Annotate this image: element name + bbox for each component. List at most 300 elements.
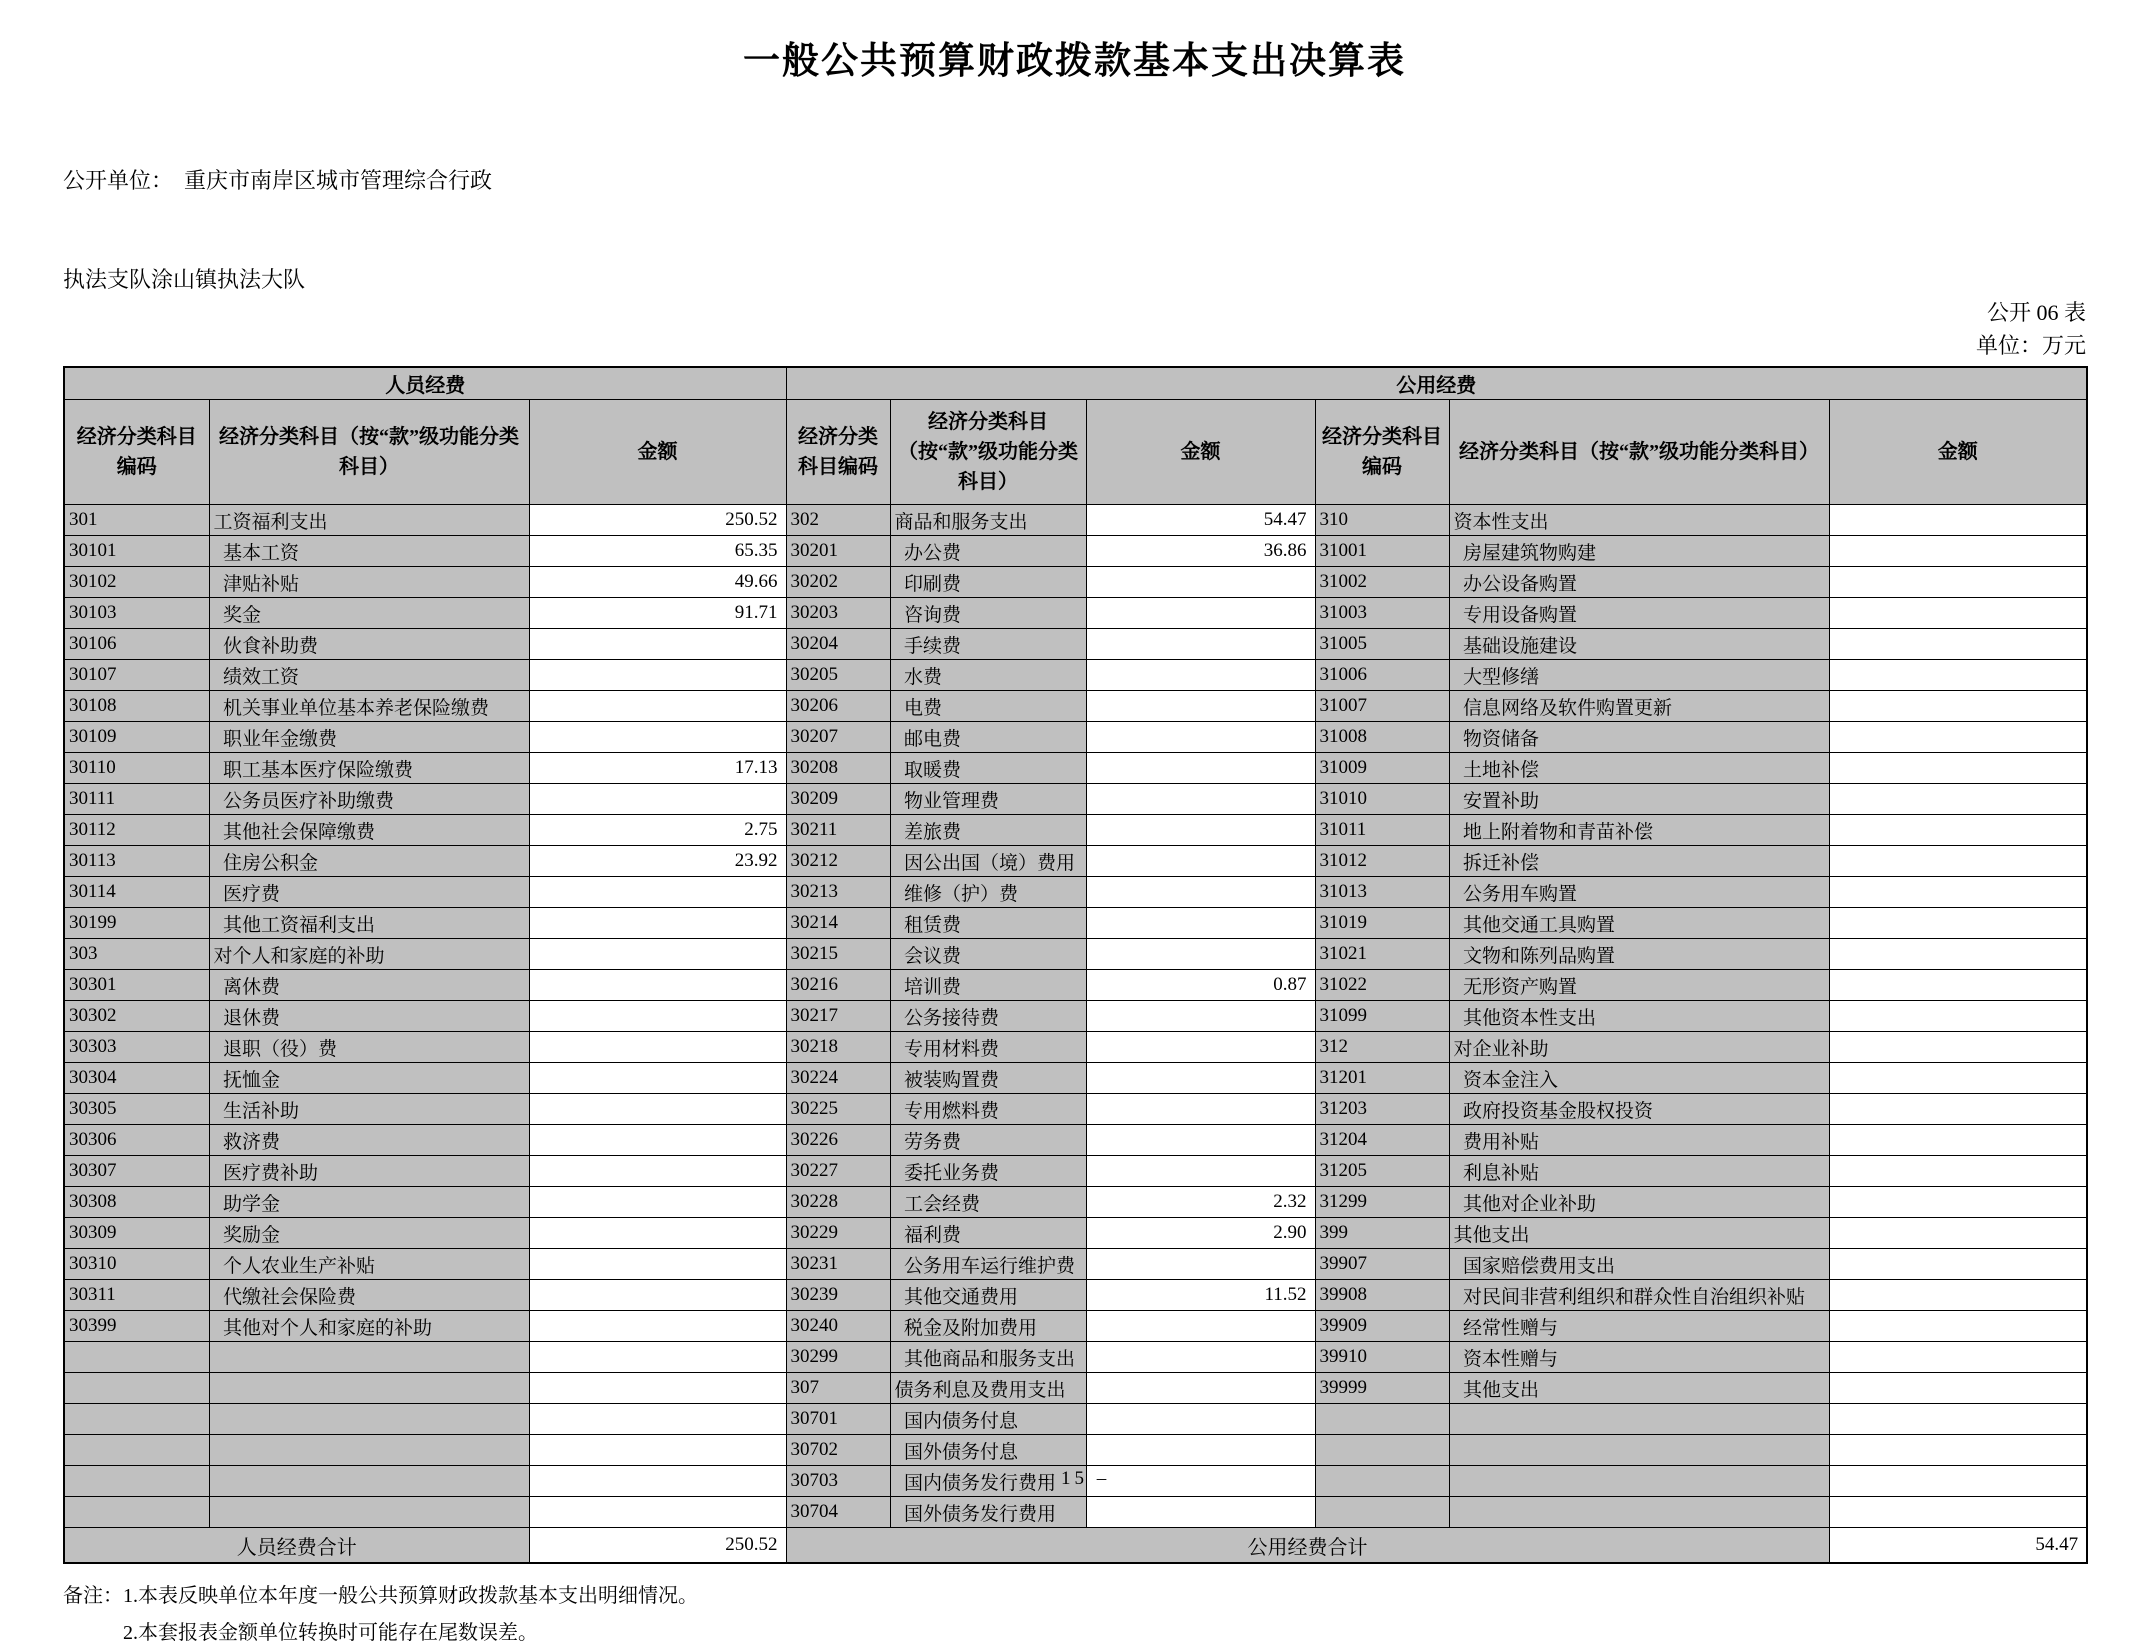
- label-cell: 公务用车运行维护费: [890, 1249, 1086, 1280]
- amount-cell: [1086, 939, 1315, 970]
- table-row: [64, 660, 2087, 691]
- label-cell: 维修（护）费: [890, 877, 1086, 908]
- amount-cell: [1829, 722, 2087, 753]
- label-cell: 奖励金: [209, 1218, 529, 1249]
- amount-cell: [1829, 877, 2087, 908]
- amount-cell: [1086, 567, 1315, 598]
- code-cell: 31019: [1315, 908, 1449, 939]
- label-cell: 离休费: [209, 970, 529, 1001]
- amount-cell: [529, 970, 786, 1001]
- label-cell: 职工基本医疗保险缴费: [209, 753, 529, 784]
- amount-cell: [1086, 1001, 1315, 1032]
- label-cell: 救济费: [209, 1125, 529, 1156]
- label-cell: 电费: [890, 691, 1086, 722]
- code-cell: 31201: [1315, 1063, 1449, 1094]
- code-cell: 30216: [786, 970, 890, 1001]
- code-cell: 30240: [786, 1311, 890, 1342]
- table-row: [64, 722, 2087, 753]
- amount-cell: [1086, 1342, 1315, 1373]
- code-cell: 30229: [786, 1218, 890, 1249]
- label-cell: 手续费: [890, 629, 1086, 660]
- amount-cell: [529, 908, 786, 939]
- code-cell: 31012: [1315, 846, 1449, 877]
- label-cell: 住房公积金: [209, 846, 529, 877]
- column-header-subject-1: 经济分类科目（按“款”级功能分类科目）: [209, 400, 529, 505]
- amount-cell: [1086, 1311, 1315, 1342]
- label-cell: 工资福利支出: [209, 505, 529, 536]
- code-cell: 31001: [1315, 536, 1449, 567]
- table-row: [64, 908, 2087, 939]
- code-cell: 31203: [1315, 1094, 1449, 1125]
- code-cell: 30103: [64, 598, 209, 629]
- amount-cell: [529, 877, 786, 908]
- amount-cell: [1086, 629, 1315, 660]
- label-cell: 其他商品和服务支出: [890, 1342, 1086, 1373]
- label-cell: 工会经费: [890, 1187, 1086, 1218]
- code-cell: 30701: [786, 1404, 890, 1435]
- code-cell: [64, 1404, 209, 1435]
- label-cell: 国外债务付息: [890, 1435, 1086, 1466]
- code-cell: 30106: [64, 629, 209, 660]
- table-row: [64, 753, 2087, 784]
- column-header-code-1: 经济分类科目编码: [64, 400, 209, 505]
- label-cell: [209, 1435, 529, 1466]
- table-row: [64, 939, 2087, 970]
- amount-cell: [1086, 1063, 1315, 1094]
- label-cell: 拆迁补偿: [1449, 846, 1829, 877]
- label-cell: 退休费: [209, 1001, 529, 1032]
- code-cell: 30211: [786, 815, 890, 846]
- code-cell: 30114: [64, 877, 209, 908]
- table-row: [64, 1342, 2087, 1373]
- amount-cell: [1829, 1094, 2087, 1125]
- amount-cell: [1086, 1404, 1315, 1435]
- code-cell: 30299: [786, 1342, 890, 1373]
- code-cell: 30108: [64, 691, 209, 722]
- label-cell: 助学金: [209, 1187, 529, 1218]
- label-cell: 公务接待费: [890, 1001, 1086, 1032]
- code-cell: [64, 1435, 209, 1466]
- unit-label: 单位：万元: [1975, 333, 2086, 358]
- amount-cell: [1829, 1249, 2087, 1280]
- code-cell: 30301: [64, 970, 209, 1001]
- code-cell: 39999: [1315, 1373, 1449, 1404]
- label-cell: 委托业务费: [890, 1156, 1086, 1187]
- budget-table: [63, 366, 2088, 1564]
- amount-cell: [529, 1435, 786, 1466]
- label-cell: 基础设施建设: [1449, 629, 1829, 660]
- code-cell: 30217: [786, 1001, 890, 1032]
- label-cell: 邮电费: [890, 722, 1086, 753]
- label-cell: 办公费: [890, 536, 1086, 567]
- column-header-subject-3: 经济分类科目（按“款”级功能分类科目）: [1449, 400, 1829, 505]
- label-cell: 机关事业单位基本养老保险缴费: [209, 691, 529, 722]
- label-cell: 咨询费: [890, 598, 1086, 629]
- code-cell: 30303: [64, 1032, 209, 1063]
- table-row: [64, 846, 2087, 877]
- code-cell: 31099: [1315, 1001, 1449, 1032]
- amount-cell: [1829, 784, 2087, 815]
- label-cell: 其他工资福利支出: [209, 908, 529, 939]
- table-row: [64, 1156, 2087, 1187]
- amount-cell: [529, 660, 786, 691]
- amount-cell: [529, 1187, 786, 1218]
- table-row: [64, 505, 2087, 536]
- code-cell: 303: [64, 939, 209, 970]
- code-cell: 31299: [1315, 1187, 1449, 1218]
- table-row: [64, 1280, 2087, 1311]
- amount-cell: [1829, 598, 2087, 629]
- code-cell: 31013: [1315, 877, 1449, 908]
- amount-cell: 0.87: [1086, 970, 1315, 1001]
- amount-cell: [1829, 939, 2087, 970]
- footnote-2: 2.本套报表金额单位转换时可能存在尾数误差。: [123, 1622, 538, 1644]
- code-cell: 30702: [786, 1435, 890, 1466]
- label-cell: 印刷费: [890, 567, 1086, 598]
- amount-cell: [1829, 660, 2087, 691]
- amount-cell: 2.32: [1086, 1187, 1315, 1218]
- code-cell: 39910: [1315, 1342, 1449, 1373]
- code-cell: 30209: [786, 784, 890, 815]
- table-row: [64, 536, 2087, 567]
- table-row: [64, 1032, 2087, 1063]
- code-cell: 310: [1315, 505, 1449, 536]
- label-cell: 地上附着物和青苗补偿: [1449, 815, 1829, 846]
- label-cell: 办公设备购置: [1449, 567, 1829, 598]
- personnel-total-label: 人员经费合计: [64, 1528, 529, 1564]
- amount-cell: [1829, 1032, 2087, 1063]
- table-row: [64, 1373, 2087, 1404]
- amount-cell: [529, 1342, 786, 1373]
- amount-cell: [1086, 908, 1315, 939]
- label-cell: 其他对个人和家庭的补助: [209, 1311, 529, 1342]
- amount-cell: [1829, 1187, 2087, 1218]
- code-cell: 30202: [786, 567, 890, 598]
- amount-cell: [1829, 691, 2087, 722]
- label-cell: 会议费: [890, 939, 1086, 970]
- code-cell: 30305: [64, 1094, 209, 1125]
- personnel-total-amount: 250.52: [529, 1528, 786, 1564]
- amount-cell: 23.92: [529, 846, 786, 877]
- table-row: [64, 1187, 2087, 1218]
- amount-cell: [529, 1094, 786, 1125]
- code-cell: 30225: [786, 1094, 890, 1125]
- amount-cell: 54.47: [1086, 505, 1315, 536]
- column-header-subject-2: 经济分类科目（按“款”级功能分类科目）: [890, 400, 1086, 505]
- label-cell: 专用燃料费: [890, 1094, 1086, 1125]
- amount-cell: [1086, 1249, 1315, 1280]
- amount-cell: [1086, 815, 1315, 846]
- code-cell: 301: [64, 505, 209, 536]
- code-cell: 31003: [1315, 598, 1449, 629]
- code-cell: 31006: [1315, 660, 1449, 691]
- amount-cell: [1829, 536, 2087, 567]
- label-cell: 其他支出: [1449, 1373, 1829, 1404]
- code-cell: 30309: [64, 1218, 209, 1249]
- amount-cell: [1829, 1342, 2087, 1373]
- code-cell: 31204: [1315, 1125, 1449, 1156]
- column-header-amount-3: 金额: [1829, 400, 2087, 505]
- label-cell: 抚恤金: [209, 1063, 529, 1094]
- code-cell: 30206: [786, 691, 890, 722]
- label-cell: 房屋建筑物购建: [1449, 536, 1829, 567]
- amount-cell: 91.71: [529, 598, 786, 629]
- table-row: [64, 877, 2087, 908]
- amount-cell: 250.52: [529, 505, 786, 536]
- label-cell: [1449, 1497, 1829, 1528]
- table-row: [64, 1435, 2087, 1466]
- amount-cell: [1086, 722, 1315, 753]
- label-cell: 劳务费: [890, 1125, 1086, 1156]
- label-cell: 福利费: [890, 1218, 1086, 1249]
- code-cell: 30302: [64, 1001, 209, 1032]
- label-cell: 生活补助: [209, 1094, 529, 1125]
- label-cell: 专用设备购置: [1449, 598, 1829, 629]
- meta-right: [1976, 296, 2086, 362]
- label-cell: 其他社会保障缴费: [209, 815, 529, 846]
- amount-cell: [529, 1218, 786, 1249]
- label-cell: 因公出国（境）费用: [890, 846, 1086, 877]
- label-cell: 其他对企业补助: [1449, 1187, 1829, 1218]
- code-cell: 30704: [786, 1497, 890, 1528]
- amount-cell: [1086, 660, 1315, 691]
- amount-cell: [529, 1373, 786, 1404]
- amount-cell: [529, 1280, 786, 1311]
- table-row: [64, 1063, 2087, 1094]
- meta-row: [63, 98, 2086, 362]
- label-cell: 信息网络及软件购置更新: [1449, 691, 1829, 722]
- label-cell: [209, 1373, 529, 1404]
- code-cell: 30101: [64, 536, 209, 567]
- label-cell: 经常性赠与: [1449, 1311, 1829, 1342]
- code-cell: 30199: [64, 908, 209, 939]
- code-cell: 30228: [786, 1187, 890, 1218]
- label-cell: 国内债务付息: [890, 1404, 1086, 1435]
- code-cell: 39907: [1315, 1249, 1449, 1280]
- amount-cell: 65.35: [529, 536, 786, 567]
- amount-cell: [1829, 908, 2087, 939]
- amount-cell: [1829, 1435, 2087, 1466]
- table-row: [64, 629, 2087, 660]
- label-cell: 资本金注入: [1449, 1063, 1829, 1094]
- code-cell: 31002: [1315, 567, 1449, 598]
- amount-cell: [529, 629, 786, 660]
- amount-cell: [529, 691, 786, 722]
- code-cell: 31205: [1315, 1156, 1449, 1187]
- table-row: [64, 1249, 2087, 1280]
- label-cell: 物业管理费: [890, 784, 1086, 815]
- amount-cell: 17.13: [529, 753, 786, 784]
- label-cell: 无形资产购置: [1449, 970, 1829, 1001]
- amount-cell: [1829, 1063, 2087, 1094]
- code-cell: 30204: [786, 629, 890, 660]
- code-cell: 30215: [786, 939, 890, 970]
- amount-cell: [529, 1249, 786, 1280]
- label-cell: [209, 1404, 529, 1435]
- amount-cell: [1829, 1373, 2087, 1404]
- label-cell: 奖金: [209, 598, 529, 629]
- label-cell: 对个人和家庭的补助: [209, 939, 529, 970]
- label-cell: 税金及附加费用: [890, 1311, 1086, 1342]
- amount-cell: [1829, 846, 2087, 877]
- code-cell: 30311: [64, 1280, 209, 1311]
- code-cell: 30112: [64, 815, 209, 846]
- code-cell: 30239: [786, 1280, 890, 1311]
- label-cell: 国内债务发行费用: [890, 1466, 1086, 1497]
- label-cell: 租赁费: [890, 908, 1086, 939]
- amount-cell: [1086, 691, 1315, 722]
- label-cell: 资本性支出: [1449, 505, 1829, 536]
- code-cell: 30231: [786, 1249, 890, 1280]
- label-cell: [1449, 1435, 1829, 1466]
- amount-cell: [1829, 970, 2087, 1001]
- code-cell: 31022: [1315, 970, 1449, 1001]
- code-cell: [64, 1373, 209, 1404]
- amount-cell: [1086, 846, 1315, 877]
- code-cell: 30205: [786, 660, 890, 691]
- amount-cell: [1829, 1001, 2087, 1032]
- code-cell: 30109: [64, 722, 209, 753]
- code-cell: 31021: [1315, 939, 1449, 970]
- table-row: [64, 784, 2087, 815]
- public-total-label: 公用经费合计: [786, 1528, 1829, 1564]
- label-cell: [1449, 1404, 1829, 1435]
- code-cell: 39909: [1315, 1311, 1449, 1342]
- code-cell: 30212: [786, 846, 890, 877]
- table-row: [64, 567, 2087, 598]
- amount-cell: [1829, 815, 2087, 846]
- code-cell: 39908: [1315, 1280, 1449, 1311]
- totals-row: [64, 1528, 2087, 1564]
- code-cell: 30203: [786, 598, 890, 629]
- amount-cell: [1829, 1497, 2087, 1528]
- code-cell: 31005: [1315, 629, 1449, 660]
- amount-cell: [1086, 1094, 1315, 1125]
- amount-cell: 11.52: [1086, 1280, 1315, 1311]
- amount-cell: [1829, 567, 2087, 598]
- label-cell: 安置补助: [1449, 784, 1829, 815]
- group-header-row: [64, 367, 2087, 400]
- amount-cell: [529, 1063, 786, 1094]
- table-row: [64, 1001, 2087, 1032]
- code-cell: 31010: [1315, 784, 1449, 815]
- code-cell: 30703: [786, 1466, 890, 1497]
- amount-cell: [529, 1497, 786, 1528]
- code-cell: 30113: [64, 846, 209, 877]
- label-cell: 国家赔偿费用支出: [1449, 1249, 1829, 1280]
- label-cell: 国外债务发行费用: [890, 1497, 1086, 1528]
- code-cell: 30213: [786, 877, 890, 908]
- amount-cell: [1086, 784, 1315, 815]
- code-cell: 30102: [64, 567, 209, 598]
- label-cell: 代缴社会保险费: [209, 1280, 529, 1311]
- amount-cell: [1086, 1125, 1315, 1156]
- amount-cell: [529, 939, 786, 970]
- label-cell: 其他交通费用: [890, 1280, 1086, 1311]
- code-cell: 30308: [64, 1187, 209, 1218]
- label-cell: 伙食补助费: [209, 629, 529, 660]
- label-cell: 商品和服务支出: [890, 505, 1086, 536]
- amount-cell: [1086, 1156, 1315, 1187]
- column-header-row: [64, 400, 2087, 505]
- table-row: [64, 1218, 2087, 1249]
- label-cell: 基本工资: [209, 536, 529, 567]
- amount-cell: [529, 1311, 786, 1342]
- amount-cell: [1086, 877, 1315, 908]
- amount-cell: [1829, 1311, 2087, 1342]
- amount-cell: [1829, 1404, 2087, 1435]
- amount-cell: [1829, 1280, 2087, 1311]
- code-cell: 30310: [64, 1249, 209, 1280]
- label-cell: 费用补贴: [1449, 1125, 1829, 1156]
- amount-cell: [529, 1404, 786, 1435]
- code-cell: 312: [1315, 1032, 1449, 1063]
- label-cell: 利息补贴: [1449, 1156, 1829, 1187]
- amount-cell: 2.90: [1086, 1218, 1315, 1249]
- table-row: [64, 1497, 2087, 1528]
- label-cell: 退职（役）费: [209, 1032, 529, 1063]
- page-title: 一般公共预算财政拨款基本支出决算表: [743, 40, 1406, 81]
- amount-cell: [1086, 598, 1315, 629]
- amount-cell: [529, 1032, 786, 1063]
- table-row: [64, 1404, 2087, 1435]
- code-cell: 30226: [786, 1125, 890, 1156]
- amount-cell: [529, 1156, 786, 1187]
- code-cell: 30306: [64, 1125, 209, 1156]
- code-cell: [1315, 1497, 1449, 1528]
- amount-cell: [1829, 1125, 2087, 1156]
- group-header-public: 公用经费: [786, 367, 2087, 400]
- code-cell: 399: [1315, 1218, 1449, 1249]
- label-cell: 大型修缮: [1449, 660, 1829, 691]
- amount-cell: [529, 1125, 786, 1156]
- code-cell: 30201: [786, 536, 890, 567]
- label-cell: [209, 1497, 529, 1528]
- code-cell: 30208: [786, 753, 890, 784]
- table-number: 公开 06 表: [1986, 300, 2086, 325]
- label-cell: 其他交通工具购置: [1449, 908, 1829, 939]
- table-body: [64, 505, 2087, 1528]
- footnote-1: 备注：1.本表反映单位本年度一般公共预算财政拨款基本支出明细情况。: [63, 1585, 698, 1607]
- amount-cell: [1829, 505, 2087, 536]
- table-row: [64, 1094, 2087, 1125]
- amount-cell: [1829, 1156, 2087, 1187]
- table-head: [64, 367, 2087, 505]
- label-cell: 取暖费: [890, 753, 1086, 784]
- table-row: [64, 815, 2087, 846]
- column-header-code-2: 经济分类科目编码: [786, 400, 890, 505]
- column-header-code-3: 经济分类科目编码: [1315, 400, 1449, 505]
- footnotes: [63, 1578, 2086, 1652]
- code-cell: 307: [786, 1373, 890, 1404]
- code-cell: 30304: [64, 1063, 209, 1094]
- label-cell: 津贴补贴: [209, 567, 529, 598]
- code-cell: 30399: [64, 1311, 209, 1342]
- amount-cell: [1829, 1218, 2087, 1249]
- label-cell: 个人农业生产补贴: [209, 1249, 529, 1280]
- label-cell: 水费: [890, 660, 1086, 691]
- code-cell: 30214: [786, 908, 890, 939]
- label-cell: 绩效工资: [209, 660, 529, 691]
- amount-cell: [1829, 753, 2087, 784]
- label-cell: 其他支出: [1449, 1218, 1829, 1249]
- publishing-unit-line2: 执法支队涂山镇执法大队: [63, 267, 306, 292]
- amount-cell: [529, 784, 786, 815]
- code-cell: [64, 1342, 209, 1373]
- label-cell: 医疗费补助: [209, 1156, 529, 1187]
- table-row: [64, 1311, 2087, 1342]
- group-header-personnel: 人员经费: [64, 367, 786, 400]
